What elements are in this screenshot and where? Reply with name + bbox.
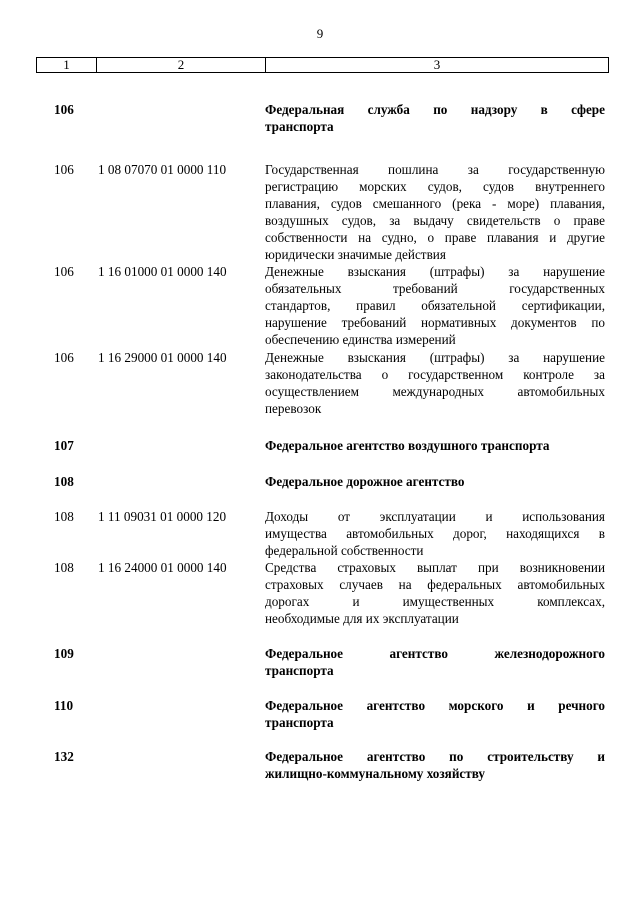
description-cell xyxy=(265,263,605,348)
description-line: регистрацию морских судов, судов внутреннего xyxy=(265,179,605,194)
description-line: Федеральное дорожное агентство xyxy=(265,474,465,489)
description-line: воздушных судов, за выдачу свидетельств о праве xyxy=(265,213,605,228)
income-code-cell: 1 16 29000 01 0000 140 xyxy=(98,350,227,365)
income-code-cell: 1 16 24000 01 0000 140 xyxy=(98,560,227,575)
description-line: Государственная пошлина за государственную xyxy=(265,162,605,177)
income-code-cell: 1 08 07070 01 0000 110 xyxy=(98,162,227,177)
column-header-table xyxy=(36,57,609,73)
description-cell xyxy=(265,101,605,135)
admin-code-cell: 106 xyxy=(54,162,74,177)
description-cell xyxy=(265,349,605,417)
description-line: дорогах и имущественных комплексах, xyxy=(265,594,605,609)
description-cell xyxy=(265,697,605,731)
description-line: законодательства о государственном контроле за xyxy=(265,367,605,382)
description-line: жилищно-коммунальному хозяйству xyxy=(265,766,486,781)
description-line: обеспечению единства измерений xyxy=(265,332,456,347)
admin-code-cell: 109 xyxy=(54,646,74,661)
admin-code-cell: 108 xyxy=(54,474,74,489)
description-line: Средства страховых выплат при возникновении xyxy=(265,560,605,575)
description-cell xyxy=(265,437,605,454)
description-line: транспорта xyxy=(265,119,334,134)
admin-code-cell: 106 xyxy=(54,350,74,365)
description-line: Федеральная служба по надзору в сфере xyxy=(265,102,605,117)
description-line: Денежные взыскания (штрафы) за нарушение xyxy=(265,264,605,279)
admin-code-cell: 106 xyxy=(54,264,74,279)
description-cell xyxy=(265,748,605,782)
description-cell xyxy=(265,645,605,679)
admin-code-cell: 106 xyxy=(54,102,74,117)
income-code-cell: 1 16 01000 01 0000 140 xyxy=(98,264,227,279)
description-line: Доходы от эксплуатации и использования xyxy=(265,509,605,524)
description-line: транспорта xyxy=(265,663,334,678)
description-line: имущества автомобильных дорог, находящихся в xyxy=(265,526,605,541)
description-line: осуществлением международных автомобильных xyxy=(265,384,605,399)
description-line: Федеральное агентство по строительству и xyxy=(265,749,605,764)
description-line: собственности на судно, о праве плавания и другие xyxy=(265,230,605,245)
description-line: страховых случаев на федеральных автомобильных xyxy=(265,577,605,592)
admin-code-cell: 110 xyxy=(54,698,74,713)
column-header-3: 3 xyxy=(433,57,441,72)
admin-code-cell: 107 xyxy=(54,438,74,453)
description-line: стандартов, правил обязательной сертификации, xyxy=(265,298,605,313)
description-line: перевозок xyxy=(265,401,322,416)
column-header-2: 2 xyxy=(97,58,266,72)
description-line: Денежные взыскания (штрафы) за нарушение xyxy=(265,350,605,365)
income-code-cell: 1 11 09031 01 0000 120 xyxy=(98,509,227,524)
admin-code-cell: 132 xyxy=(54,749,74,764)
description-line: плавания, судов смешанного (река - море) плавания, xyxy=(265,196,605,211)
admin-code-cell: 108 xyxy=(54,509,74,524)
description-line: Федеральное агентство железнодорожного xyxy=(265,646,605,661)
description-cell xyxy=(265,161,605,263)
description-line: Федеральное агентство морского и речного xyxy=(265,698,605,713)
description-line: транспорта xyxy=(265,715,334,730)
description-line: нарушение требований нормативных документов по xyxy=(265,315,605,330)
description-line: обязательных требований государственных xyxy=(265,281,605,296)
description-line: юридически значимые действия xyxy=(265,247,446,262)
description-cell xyxy=(265,559,605,627)
column-header-1: 1 xyxy=(37,58,97,72)
description-cell xyxy=(265,508,605,559)
description-line: необходимые для их эксплуатации xyxy=(265,611,459,626)
page-number: 9 xyxy=(316,26,324,41)
description-cell xyxy=(265,473,605,490)
admin-code-cell: 108 xyxy=(54,560,74,575)
description-line: федеральной собственности xyxy=(265,543,424,558)
description-line: Федеральное агентство воздушного транспорта xyxy=(265,438,550,453)
